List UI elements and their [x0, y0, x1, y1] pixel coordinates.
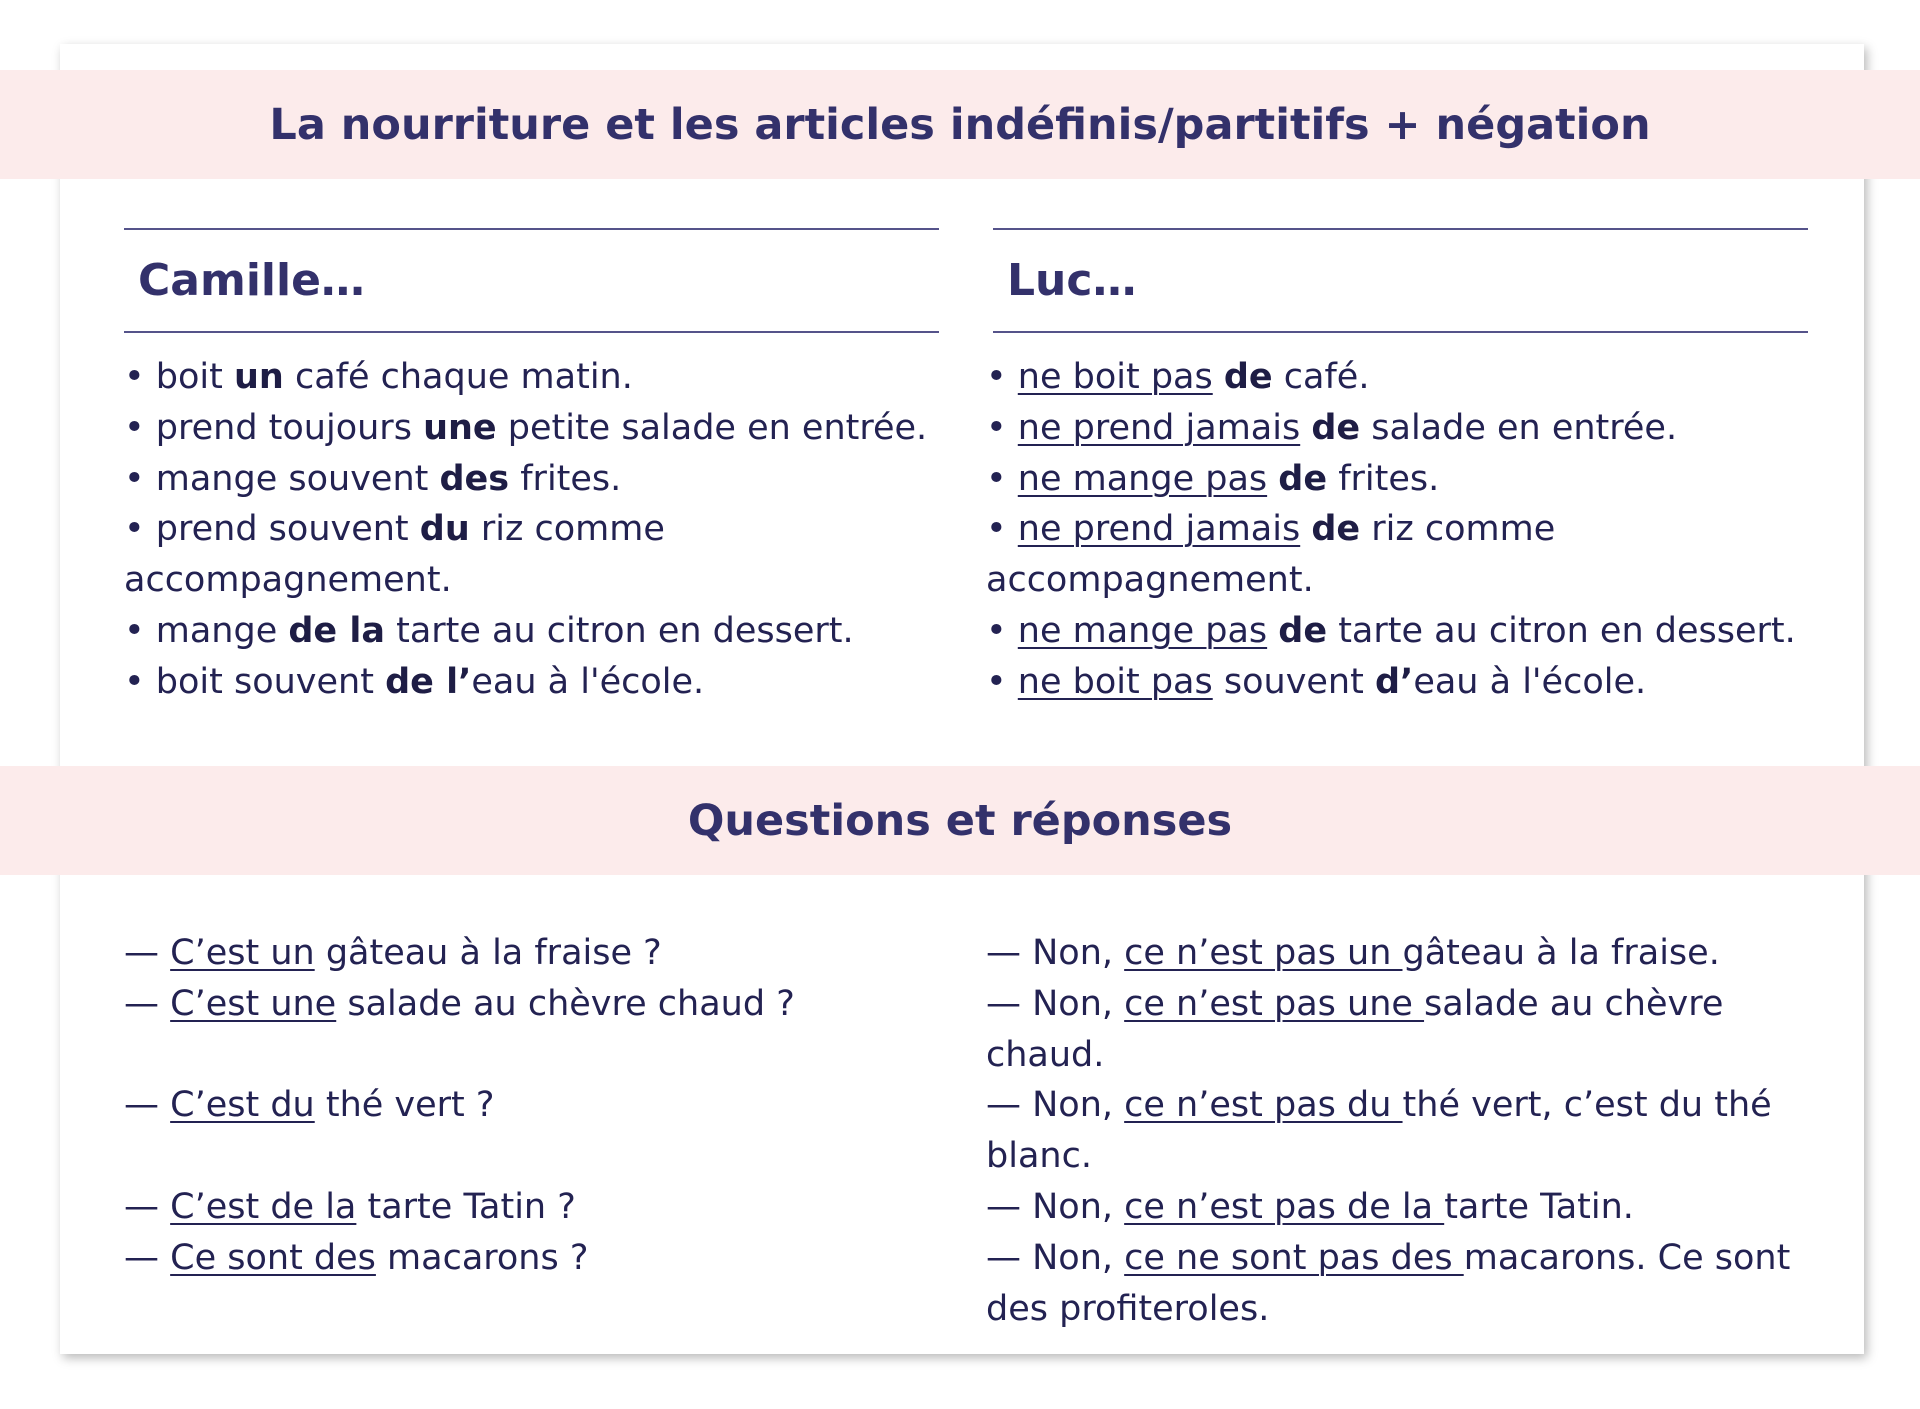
text-segment: chaud. — [986, 1034, 1105, 1075]
text-line — [986, 1284, 1816, 1335]
questions-list — [124, 928, 939, 1284]
camille-header — [124, 228, 939, 333]
text-segment: eau à l'école. — [471, 661, 705, 702]
luc-list — [986, 352, 1816, 708]
text-line — [124, 504, 939, 555]
underlined-phrase: ne mange pas — [1017, 458, 1268, 499]
text-line — [986, 606, 1816, 657]
text-line — [124, 1182, 939, 1233]
text-segment: tarte Tatin ? — [356, 1186, 576, 1227]
text-segment: accompagnement. — [986, 560, 1314, 601]
text-line — [986, 657, 1816, 708]
blank-line — [124, 1131, 939, 1182]
text-segment: frites. — [509, 458, 622, 499]
text-segment: • — [986, 509, 1018, 550]
text-segment: • boit — [124, 357, 234, 397]
text-segment: café. — [1272, 357, 1370, 397]
qa-title: Questions et réponses — [687, 795, 1233, 846]
text-line — [124, 657, 939, 708]
bold-article: de — [1311, 509, 1361, 550]
text-line — [986, 555, 1816, 606]
underlined-phrase: C’est de la — [170, 1186, 357, 1227]
qa-band — [0, 766, 1920, 875]
luc-header — [993, 228, 1808, 333]
text-segment: café chaque matin. — [283, 357, 633, 397]
text-segment: tarte au citron en dessert. — [1327, 610, 1796, 651]
camille-header-label: Camille… — [138, 255, 365, 306]
underlined-phrase: ne prend jamais — [1017, 407, 1301, 448]
text-segment: gâteau à la fraise ? — [314, 933, 662, 973]
text-segment — [1300, 509, 1311, 549]
bold-article: un — [233, 357, 284, 397]
text-segment: — Non, — [986, 933, 1125, 973]
text-line — [124, 454, 939, 505]
text-segment: macarons ? — [375, 1237, 589, 1278]
bold-article: de — [1311, 407, 1361, 448]
text-line — [986, 504, 1816, 555]
text-segment: riz comme — [1360, 509, 1556, 550]
text-segment: — — [124, 1186, 171, 1227]
bold-article: de — [1223, 357, 1273, 397]
text-segment: • mange — [124, 610, 289, 651]
text-line — [986, 1131, 1816, 1182]
text-segment: — Non, — [986, 983, 1125, 1024]
bold-article: de l’ — [385, 661, 472, 702]
text-line — [986, 403, 1816, 454]
camille-list — [124, 352, 939, 708]
title-band — [0, 70, 1920, 179]
answers-list — [986, 928, 1816, 1334]
text-segment: • — [986, 610, 1018, 651]
text-line — [124, 928, 939, 979]
text-line — [986, 928, 1816, 979]
text-segment: eau à l'école. — [1413, 661, 1647, 702]
text-segment: salade au chèvre chaud ? — [336, 983, 795, 1024]
bold-article: de — [1278, 610, 1328, 651]
underlined-phrase: ne boit pas — [1017, 357, 1213, 397]
underlined-phrase: Ce sont des — [170, 1237, 376, 1278]
text-segment: souvent — [1212, 661, 1375, 702]
text-line — [986, 979, 1816, 1030]
text-segment — [1267, 611, 1278, 651]
text-segment: gâteau à la fraise. — [1402, 933, 1720, 973]
text-line — [124, 1233, 939, 1284]
text-segment: — — [124, 983, 171, 1024]
underlined-phrase: ce n’est pas un — [1124, 933, 1403, 973]
text-segment: • — [986, 458, 1018, 499]
underlined-phrase: ne mange pas — [1017, 610, 1268, 651]
bold-article: de la — [288, 610, 385, 651]
text-line — [124, 403, 939, 454]
text-line — [124, 1080, 939, 1131]
text-segment: — — [124, 933, 171, 973]
luc-header-label: Luc… — [1007, 255, 1137, 306]
text-line — [986, 1080, 1816, 1131]
underlined-phrase: ce n’est pas de la — [1124, 1186, 1445, 1227]
underlined-phrase: ne prend jamais — [1017, 509, 1301, 550]
text-segment: • prend toujours — [124, 407, 424, 448]
underlined-phrase: ce n’est pas une — [1124, 983, 1425, 1024]
underlined-phrase: C’est du — [170, 1085, 315, 1126]
text-segment: salade au chèvre — [1424, 983, 1724, 1024]
text-segment: salade en entrée. — [1360, 407, 1678, 448]
text-segment: des profiteroles. — [986, 1288, 1270, 1329]
text-line — [986, 454, 1816, 505]
text-segment: • — [986, 661, 1018, 702]
text-segment: accompagnement. — [124, 560, 452, 601]
blank-line — [124, 1030, 939, 1081]
underlined-phrase: C’est une — [170, 983, 337, 1024]
text-segment: • mange souvent — [124, 458, 440, 499]
text-line — [124, 979, 939, 1030]
text-line — [986, 1030, 1816, 1081]
text-line — [986, 1182, 1816, 1233]
text-line — [986, 352, 1816, 403]
text-segment: tarte Tatin. — [1444, 1186, 1634, 1227]
bold-article: une — [423, 407, 497, 448]
text-segment: tarte au citron en dessert. — [384, 610, 854, 651]
text-line — [124, 555, 939, 606]
text-segment: • — [986, 357, 1018, 397]
text-segment: — Non, — [986, 1237, 1125, 1278]
text-segment: frites. — [1327, 458, 1440, 499]
text-line — [124, 606, 939, 657]
bold-article: d’ — [1374, 661, 1414, 702]
text-segment: blanc. — [986, 1136, 1092, 1177]
underlined-phrase: ce n’est pas du — [1124, 1085, 1403, 1126]
text-line — [986, 1233, 1816, 1284]
text-segment — [1300, 408, 1311, 448]
underlined-phrase: ce ne sont pas des — [1124, 1237, 1464, 1278]
text-segment: — — [124, 1237, 171, 1278]
text-segment — [1213, 357, 1224, 397]
text-segment: — — [124, 1085, 171, 1126]
text-segment: — Non, — [986, 1085, 1125, 1126]
page-title: La nourriture et les articles indéfinis/partitifs + négation — [269, 99, 1651, 150]
bold-article: de — [1278, 458, 1328, 499]
text-segment: riz comme — [469, 509, 665, 550]
text-segment: thé vert, c’est du thé — [1402, 1085, 1772, 1126]
text-segment: • prend souvent — [124, 509, 420, 550]
text-segment: macarons. Ce sont — [1463, 1237, 1791, 1278]
text-segment: • — [986, 407, 1018, 448]
text-segment — [1267, 459, 1278, 499]
text-segment: thé vert ? — [314, 1085, 495, 1126]
text-line — [124, 352, 939, 403]
underlined-phrase: C’est un — [170, 933, 315, 973]
bold-article: des — [439, 458, 510, 499]
text-segment: petite salade en entrée. — [496, 407, 928, 448]
underlined-phrase: ne boit pas — [1017, 661, 1213, 702]
text-segment: • boit souvent — [124, 661, 386, 702]
bold-article: du — [419, 509, 470, 550]
text-segment: — Non, — [986, 1186, 1125, 1227]
